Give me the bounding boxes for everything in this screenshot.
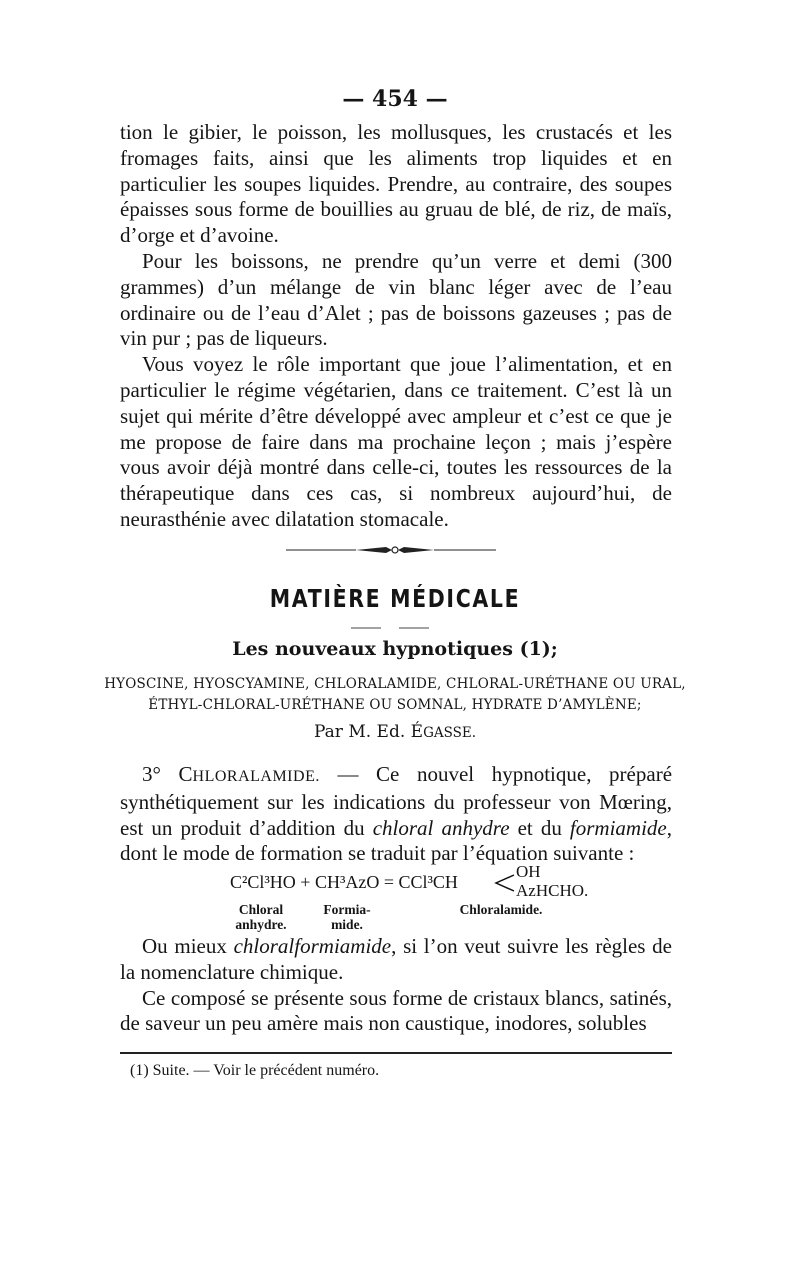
term-chloral-anhydre: chloral anhydre: [372, 815, 510, 840]
chloral-heading: 3° C: [142, 762, 193, 786]
term-chloralformiamide: chloralformiamide: [233, 934, 392, 958]
equation-lhs: C²Cl³HO + CH³AzO = CCl³CH: [230, 872, 458, 892]
section-title: MATIÈRE MÉDICALE: [269, 584, 521, 613]
paragraph: [120, 762, 672, 867]
paragraph: tion le gibier, le poisson, les mollusques, les crustacés et les fromages faits, ainsi que les aliments trop liquides et en particulier les soupes liquides. Prendre, au contraire, des soupes épaisses sous forme de bouillies au gruau de blé, de riz, de maïs, d’orge et d’avoine.: [120, 120, 672, 248]
author-prefix: Par M. Ed. É: [313, 722, 424, 742]
equation-caption: Chloral anhydre.: [235, 902, 287, 932]
paragraph: [120, 934, 672, 986]
chloralamide-text-continued: [120, 934, 672, 1037]
author-name: GASSE.: [423, 725, 477, 741]
paragraph: Vous voyez le rôle important que joue l’alimentation, et en particulier le régime végétarien, dans ce traitement. C’est là un sujet qui mérite d’être développé avec ampleur et c’est ce que je me propose de faire dans ma prochaine leçon ; mais j’espère vous avoir déjà montré dans celle-ci, toutes les ressources de la thérapeutique dans ces cas, si nombreux aujourd’hui, de neurasthénie avec dilatation stomacale.: [120, 352, 672, 531]
text-run: , dont le mode de formation se traduit par l’équation suivante :: [120, 815, 672, 866]
text-run: et du: [509, 815, 570, 840]
footnote: (1) Suite. — Voir le précédent numéro.: [130, 1062, 380, 1079]
footnote-rule: [120, 1052, 672, 1054]
author-byline: [0, 722, 790, 742]
rule: [351, 626, 429, 630]
text-run: — Ce nouvel hypnotique, préparé synthétiquement sur les indications du professeur von Mœring, est un produit d’addition du: [120, 762, 673, 840]
equation-caption: Formia- mide.: [323, 902, 371, 932]
equation-oh: OH: [516, 862, 541, 881]
chloralamide-text: [120, 762, 672, 867]
ornament-divider: [286, 544, 496, 556]
chemical-equation: [230, 862, 610, 940]
equation-azhcho: AzHCHO.: [516, 881, 589, 900]
term-formiamide: formiamide: [569, 815, 667, 840]
intro-text: [120, 120, 672, 533]
drug-list-line: HYOSCINE, HYOSCYAMINE, CHLORALAMIDE, CHLORAL-URÉTHANE OU URAL,: [104, 676, 686, 692]
page-number: — 454 —: [342, 86, 448, 112]
text-run: Ou mieux: [142, 934, 234, 958]
paragraph: Pour les boissons, ne prendre qu’un verre et demi (300 grammes) d’un mélange de vin blanc léger avec de l’eau ordinaire ou de l’eau d’Alet ; pas de boissons gazeuses ; pas de vin pur ; pas de liqueurs.: [120, 248, 672, 351]
equation-caption: Chloralamide.: [459, 902, 543, 917]
chloral-heading-sc: HLORALAMIDE.: [192, 768, 320, 785]
article-subtitle: Les nouveaux hypnotiques (1);: [232, 638, 558, 660]
text-run: , si l’on veut suivre les règles de la nomenclature chimique.: [120, 934, 673, 984]
bracket-icon: [492, 872, 516, 894]
drug-list-line: ÉTHYL-CHLORAL-URÉTHANE OU SOMNAL, HYDRATE D’AMYLÈNE;: [148, 697, 642, 713]
paragraph: Ce composé se présente sous forme de cristaux blancs, satinés, de saveur un peu amère mais non caustique, inodores, solubles: [120, 985, 672, 1036]
